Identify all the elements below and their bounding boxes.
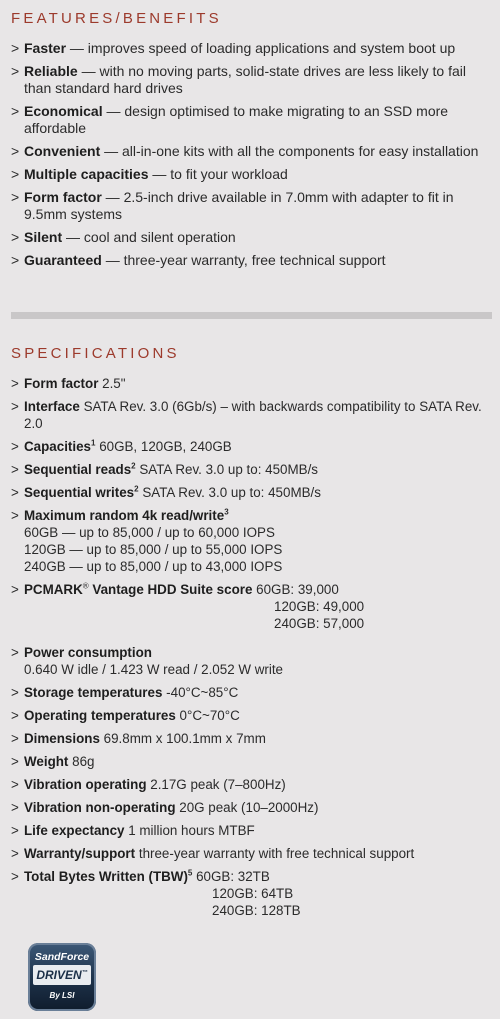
spec-pcmark [11,581,489,632]
bullet-chevron-icon: > [11,645,19,660]
bullet-chevron-icon: > [11,439,19,454]
spec-value: 2.17G peak (7–800Hz) [150,777,286,792]
spec-value-line: 240GB — up to 85,000 / up to 43,000 IOPS [24,559,283,574]
spec-value: SATA Rev. 3.0 (6Gb/s) – with backwards compatibility to SATA Rev. 2.0 [24,399,482,431]
feature-item [11,252,489,269]
bullet-chevron-icon: > [11,252,20,268]
footnote-marker: 3 [224,507,229,517]
spec-label: Operating temperatures [24,708,176,723]
feature-label: Convenient [24,143,101,159]
spec-vibration-operating [11,776,489,793]
spec-value: -40°C~85°C [166,685,239,700]
spec-power [11,644,489,678]
feature-label: Form factor [24,189,102,205]
sandforce-driven-logo [28,943,96,1011]
spec-value-line: 240GB: 57,000 [274,616,365,631]
feature-label: Multiple capacities [24,166,149,182]
features-list [11,40,489,275]
bullet-chevron-icon: > [11,462,19,477]
feature-label: Economical [24,103,103,119]
spec-value: 0°C~70°C [179,708,240,723]
bullet-chevron-icon: > [11,846,19,861]
footnote-marker: 2 [131,461,136,471]
spec-warranty [11,845,489,862]
bullet-chevron-icon: > [11,708,19,723]
feature-item [11,189,489,223]
bullet-chevron-icon: > [11,582,19,597]
footnote-marker: 2 [134,484,139,494]
spec-value: 20G peak (10–2000Hz) [179,800,319,815]
spec-label: Vibration operating [24,777,147,792]
bullet-chevron-icon: > [11,754,19,769]
bullet-chevron-icon: > [11,777,19,792]
spec-value: 2.5" [102,376,126,391]
bullet-chevron-icon: > [11,823,19,838]
spec-label: Power consumption [24,645,152,660]
bullet-chevron-icon: > [11,166,20,182]
spec-random-4k [11,507,489,575]
spec-interface [11,398,489,432]
spec-value: 60GB, 120GB, 240GB [99,439,232,454]
logo-text: SandForce [34,951,90,963]
bullet-chevron-icon: > [11,485,19,500]
spec-value: SATA Rev. 3.0 up to: 450MB/s [142,485,321,500]
spec-label: Dimensions [24,731,100,746]
spec-label: Storage temperatures [24,685,163,700]
feature-item [11,63,489,97]
spec-value: SATA Rev. 3.0 up to: 450MB/s [139,462,318,477]
spec-value: 0.640 W idle / 1.423 W read / 2.052 W write [24,662,284,677]
bullet-chevron-icon: > [11,63,20,79]
feature-item [11,229,489,246]
spec-storage-temp [11,684,489,701]
registered-mark: ® [82,581,89,591]
logo-text: By LSI [49,991,75,1000]
spec-tbw [11,868,489,919]
spec-value: 1 million hours MTBF [128,823,255,838]
feature-item [11,40,489,57]
spec-value: three-year warranty with free technical support [138,846,415,861]
spec-value-line: 60GB: 39,000 [256,582,339,597]
feature-text: — to fit your workload [148,166,288,182]
spec-label: Vibration non-operating [24,800,176,815]
spec-value-line: 60GB: 32TB [196,869,270,884]
feature-text: — all-in-one kits with all the components for easy installation [100,143,479,159]
spec-label: Sequential writes [24,485,135,500]
feature-item [11,166,489,183]
spec-label: Total Bytes Written (TBW) [24,869,188,884]
spec-label: Life expectancy [24,823,125,838]
bullet-chevron-icon: > [11,40,20,56]
bullet-chevron-icon: > [11,376,19,391]
spec-vibration-non-operating [11,799,489,816]
feature-item [11,143,489,160]
logo-text-driven [28,968,96,982]
spec-value: 69.8mm x 100.1mm x 7mm [103,731,266,746]
spec-value-line: 120GB — up to 85,000 / up to 55,000 IOPS [24,542,283,557]
features-title: FEATURES/BENEFITS [11,10,222,27]
spec-value-line: 120GB: 49,000 [274,599,365,614]
spec-label: Form factor [24,376,99,391]
feature-text: — cool and silent operation [62,229,236,245]
spec-value: 86g [72,754,95,769]
feature-label: Faster [24,40,67,56]
feature-text: — with no moving parts, solid-state drives are less likely to fail than standard hard drives [24,63,466,96]
spec-life-expectancy [11,822,489,839]
section-divider [11,312,492,319]
spec-label: Interface [24,399,80,414]
spec-form-factor [11,375,489,392]
feature-item [11,103,489,137]
spec-label-rest: Vantage HDD Suite score [88,582,253,597]
bullet-chevron-icon: > [11,399,19,414]
spec-label: Capacities [24,439,91,454]
spec-value-line: 120GB: 64TB [212,886,294,901]
feature-label: Silent [24,229,63,245]
spec-weight [11,753,489,770]
bullet-chevron-icon: > [11,229,20,245]
bullet-chevron-icon: > [11,508,19,523]
spec-label: Maximum random 4k read/write [24,508,225,523]
spec-sequential-writes [11,484,489,501]
bullet-chevron-icon: > [11,143,20,159]
feature-text: — improves speed of loading applications and system boot up [66,40,456,56]
bullet-chevron-icon: > [11,731,19,746]
feature-label: Reliable [24,63,78,79]
spec-operating-temp [11,707,489,724]
bullet-chevron-icon: > [11,189,20,205]
bullet-chevron-icon: > [11,103,20,119]
bullet-chevron-icon: > [11,869,19,884]
spec-label: PCMARK [24,582,83,597]
feature-text: — 2.5-inch drive available in 7.0mm with adapter to fit in 9.5mm systems [24,189,454,222]
logo-text: DRIVEN [36,968,82,982]
specifications-title: SPECIFICATIONS [11,345,180,362]
feature-label: Guaranteed [24,252,102,268]
footnote-marker: 5 [187,868,193,878]
spec-dimensions [11,730,489,747]
spec-sequential-reads [11,461,489,478]
spec-label: Weight [24,754,69,769]
spec-capacities [11,438,489,455]
bullet-chevron-icon: > [11,800,19,815]
trademark-mark: ™ [81,970,88,976]
bullet-chevron-icon: > [11,685,19,700]
specifications-list [11,375,489,925]
spec-label: Sequential reads [24,462,132,477]
feature-text: — design optimised to make migrating to an SSD more affordable [24,103,449,136]
feature-text: — three-year warranty, free technical support [101,252,386,268]
spec-value-line: 240GB: 128TB [212,903,301,918]
spec-label: Warranty/support [24,846,136,861]
footnote-marker: 1 [91,438,96,448]
spec-value-line: 60GB — up to 85,000 / up to 60,000 IOPS [24,525,275,540]
